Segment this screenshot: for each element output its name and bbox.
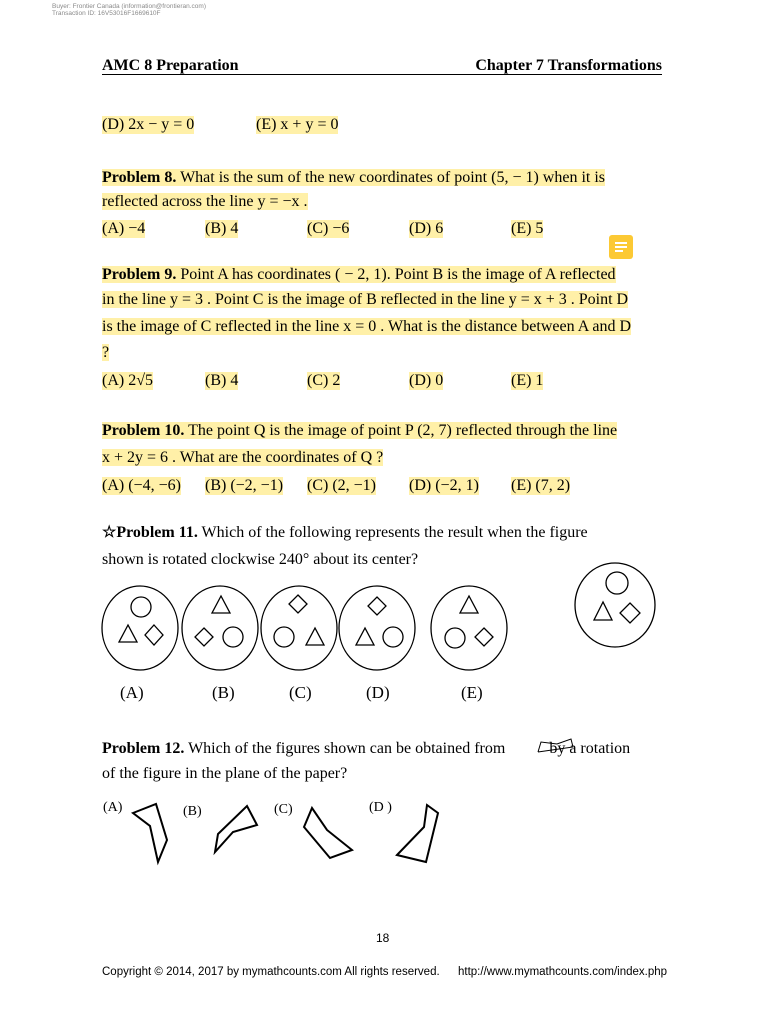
watermark-buyer: Buyer: Frontier Canada (information@frontieran.com) bbox=[52, 3, 206, 10]
shape-b bbox=[215, 806, 257, 852]
figure-label-b: (B) bbox=[212, 683, 235, 702]
problem-11-text-1: Which of the following represents the result when the figure bbox=[197, 524, 588, 541]
problem-10-choice-a: (A) (−4, −6) bbox=[102, 477, 181, 494]
problem-10-label: Problem 10. bbox=[102, 422, 185, 439]
problem-9-label: Problem 9. bbox=[102, 266, 177, 283]
problem-8-text-1: What is the sum of the new coordinates of point (5, − 1) when it is bbox=[176, 169, 606, 186]
figure-label-c: (C) bbox=[289, 683, 312, 702]
shape-label-b: (B) bbox=[183, 804, 202, 819]
shape-label-a: (A) bbox=[103, 800, 123, 815]
problem-10-choice-d: (D) (−2, 1) bbox=[409, 477, 479, 494]
footer-copyright: Copyright © 2014, 2017 by mymathcounts.com All rights reserved. bbox=[102, 966, 440, 978]
problem-9-text-1: Point A has coordinates ( − 2, 1). Point B is the image of A reflected bbox=[176, 266, 616, 283]
shape-label-d: (D ) bbox=[369, 800, 392, 815]
problem-8-choice-e: (E) 5 bbox=[511, 220, 544, 237]
problem-8-text-2: reflected across the line y = −x . bbox=[102, 193, 308, 210]
shape-c bbox=[304, 808, 352, 858]
problem-12-label: Problem 12. bbox=[102, 740, 185, 757]
problem-10-choice-b: (B) (−2, −1) bbox=[205, 477, 284, 494]
page-number: 18 bbox=[376, 931, 390, 945]
prev-choice-e: (E) x + y = 0 bbox=[256, 116, 339, 133]
problem-11-text-2: shown is rotated clockwise 240° about its center? bbox=[102, 551, 419, 568]
problem-8-choice-b: (B) 4 bbox=[205, 220, 239, 237]
problem-10-choice-c: (C) (2, −1) bbox=[307, 477, 377, 494]
problem-8-choice-c: (C) −6 bbox=[307, 220, 350, 237]
problem-9-choice-e: (E) 1 bbox=[511, 372, 544, 389]
figure-label-e: (E) bbox=[461, 683, 483, 702]
problem-9-text-3: is the image of C reflected in the line x = 0 . What is the distance between A and D bbox=[102, 318, 632, 335]
problem-10-choice-e: (E) (7, 2) bbox=[511, 477, 571, 494]
problem-11-label: Problem 11. bbox=[116, 524, 198, 541]
problem-8-choice-a: (A) −4 bbox=[102, 220, 146, 237]
figure-label-a: (A) bbox=[120, 683, 144, 702]
problem-8-choice-d: (D) 6 bbox=[409, 220, 444, 237]
header-title-right: Chapter 7 Transformations bbox=[475, 57, 662, 74]
problem-9-text-2: in the line y = 3 . Point C is the image of B reflected in the line y = x + 3 . Point D bbox=[102, 291, 629, 308]
problem-9-choice-c: (C) 2 bbox=[307, 372, 341, 389]
shape-a bbox=[133, 804, 167, 862]
problem-12-text-1b: by a rotation bbox=[545, 740, 631, 757]
shape-label-c: (C) bbox=[274, 802, 293, 817]
problem-9-choice-a: (A) 2√5 bbox=[102, 372, 153, 389]
header-title-left: AMC 8 Preparation bbox=[102, 57, 239, 74]
footer-url[interactable]: http://www.mymathcounts.com/index.php bbox=[458, 966, 668, 978]
prev-choice-d: (D) 2x − y = 0 bbox=[102, 116, 195, 133]
problem-9-choice-d: (D) 0 bbox=[409, 372, 444, 389]
star-icon: ☆ bbox=[102, 524, 117, 541]
problem-12-text-1a: Which of the figures shown can be obtained from bbox=[184, 740, 510, 757]
problem-8-label: Problem 8. bbox=[102, 169, 177, 186]
problem-12-text-2: of the figure in the plane of the paper? bbox=[102, 765, 348, 782]
watermark-transaction: Transaction ID: 16V53016F1669610F bbox=[52, 10, 161, 17]
problem-9-text-4: ? bbox=[102, 344, 110, 361]
problem-10-text-1: The point Q is the image of point P (2, 7) reflected through the line bbox=[184, 422, 618, 439]
shape-d bbox=[397, 805, 438, 862]
problem-10-text-2: x + 2y = 6 . What are the coordinates of Q ? bbox=[102, 449, 384, 466]
figure-label-d: (D) bbox=[366, 683, 390, 702]
problem-9-choice-b: (B) 4 bbox=[205, 372, 239, 389]
